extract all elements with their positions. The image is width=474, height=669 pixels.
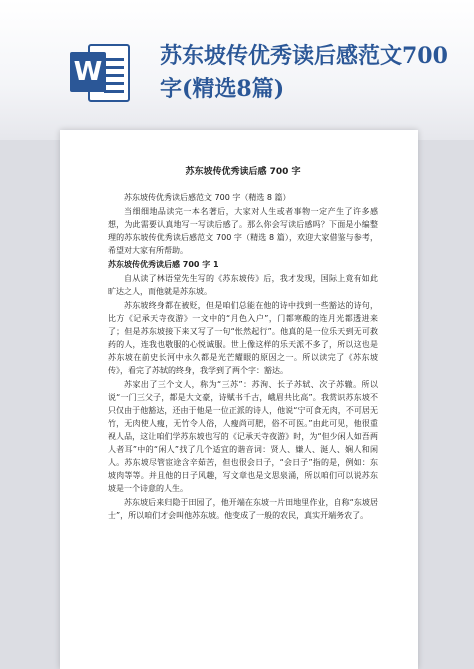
document-page: [60, 130, 418, 669]
section-heading: 苏东坡传优秀读后感 700 字 1: [108, 260, 219, 269]
document-title: 苏东坡传优秀读后感 700 字: [185, 167, 301, 177]
document-content: [108, 166, 378, 523]
body-paragraph: 自从读了林语堂先生写的《苏东坡传》后，我才发现，国际上竟有如此旷达之人，而他就是苏东坡。: [108, 274, 378, 296]
body-paragraph: 苏家出了三个文人，称为“三苏”：苏洵、长子苏轼、次子苏辙。所以说“一门三父子，都是大文豪，诗赋书千古，峨眉共比高”。我赏识苏东坡不只仅由于他豁达，还由于他是一位正派的诗人，他说“宁可食无肉，不可居无竹，无肉使人瘦，无竹令人俗，人瘦尚可肥，俗不可医。”由此可见，他很重视人品，这让咱们学苏东坡也写的《记承天寺夜游》时，为“但少闲人如吾两人者耳”中的“闲人”找了几个适宜的谐音词：贤人、嫌人、涎人、娴人和闲人。苏东坡尽管宦途含辛茹苦，但也很会日子，“会日子”指的是，例如：东坡肉等等。并且他的日子风趣，写文章也是文思泉涌，所以咱们可以说苏东坡是一个诗意的人生。: [108, 380, 378, 493]
word-letter-badge: W: [70, 52, 106, 92]
body-paragraph: 苏东坡后来归隐于田园了，他开端在东坡一片田地里作业，自称“东坡居士”，所以咱们才会叫他苏东坡。他变成了一般的农民，真实开端务农了。: [108, 498, 378, 520]
page-title: 苏东坡传优秀读后感范文700字(精选8篇): [160, 43, 448, 102]
intro-paragraph: 当细细地品读完一本名著后，大家对人生或者事物一定产生了许多感想，为此需要认真地写一写读后感了。那么你会写读后感吗？下面是小编整理的苏东坡传优秀读后感范文 700 字（精选 8 篇），欢迎大家借鉴与参考，希望对大家有所帮助。: [108, 207, 378, 255]
body-paragraph: 苏东坡终身都在被贬，但是咱们总能在他的诗中找到一些豁达的诗句，比方《记承天寺夜游》一文中的“月色入户”，门都寒酸的连月光都透进来了；但是苏东坡接下来又写了一句“怅然起行”。他真的是一位乐天到无可救药的人，连我也敬服的心悦诚服。世上像这样的乐天派不多了，所以这也是苏东坡在前史长河中永久都是光芒耀眼的原因之一。所以读完了《苏东坡传》，看完了苏轼的终身，我学到了两个字：豁达。: [108, 301, 378, 375]
intro-paragraph: 苏东坡传优秀读后感范文 700 字（精选 8 篇）: [124, 193, 291, 202]
header-banner: [0, 0, 474, 140]
word-icon: [70, 40, 132, 106]
